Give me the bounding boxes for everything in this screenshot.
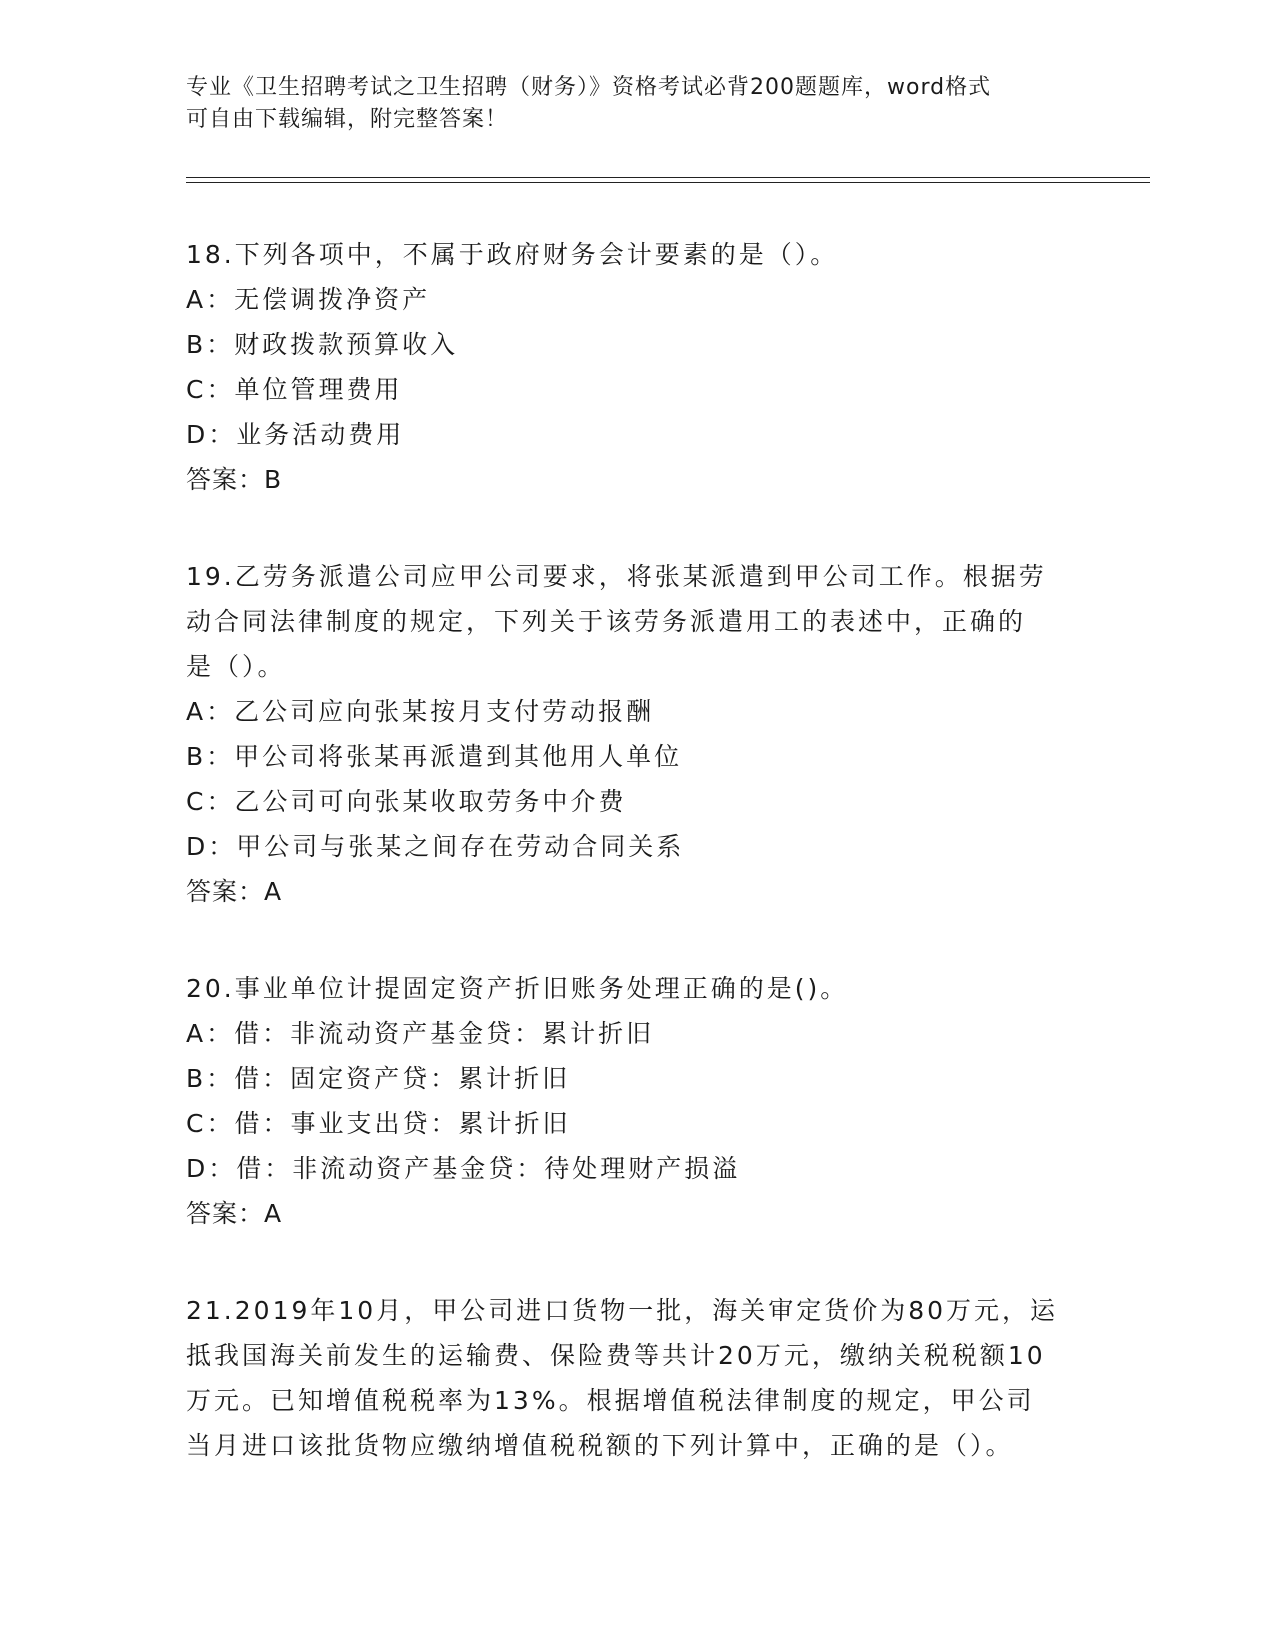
option-d: D：业务活动费用 [186,420,405,449]
option-b: B：甲公司将张某再派遣到其他用人单位 [186,742,683,771]
answer-line: 答案：A [186,877,283,906]
option-b: B：财政拨款预算收入 [186,330,459,359]
header-line-1: 专业《卫生招聘考试之卫生招聘（财务）》资格考试必背200题题库，word格式 [186,75,992,100]
question-19 [186,554,1086,914]
question-stem-line-3: 万元。已知增值税税率为13%。根据增值税法律制度的规定，甲公司 [186,1386,1035,1415]
answer-line: 答案：B [186,465,283,494]
header-divider-top [186,177,1150,178]
option-c: C：乙公司可向张某收取劳务中介费 [186,787,627,816]
question-stem-line-4: 当月进口该批货物应缴纳增值税税额的下列计算中，正确的是（）。 [186,1431,1014,1460]
option-b: B：借：固定资产贷：累计折旧 [186,1064,571,1093]
question-list [186,232,1086,1468]
question-stem-line-2: 抵我国海关前发生的运输费、保险费等共计20万元，缴纳关税税额10 [186,1341,1046,1370]
option-a: A：乙公司应向张某按月支付劳动报酬 [186,697,655,726]
option-d: D：甲公司与张某之间存在劳动合同关系 [186,832,685,861]
option-c: C：单位管理费用 [186,375,403,404]
question-20 [186,966,1086,1236]
question-18 [186,232,1086,502]
option-c: C：借：事业支出贷：累计折旧 [186,1109,571,1138]
document-header [186,72,1086,136]
question-stem-line-2: 动合同法律制度的规定，下列关于该劳务派遣用工的表述中，正确的 [186,607,1027,636]
question-stem-line-3: 是（）。 [186,652,286,681]
question-stem: 20.事业单位计提固定资产折旧账务处理正确的是()。 [186,974,849,1003]
option-a: A：无偿调拨净资产 [186,285,431,314]
question-stem: 18.下列各项中，不属于政府财务会计要素的是（）。 [186,240,839,269]
header-line-2: 可自由下载编辑，附完整答案！ [186,107,509,132]
question-stem-line-1: 21.2019年10月，甲公司进口货物一批，海关审定货价为80万元，运 [186,1296,1059,1325]
question-21 [186,1288,1086,1468]
option-a: A：借：非流动资产基金贷：累计折旧 [186,1019,655,1048]
answer-line: 答案：A [186,1199,283,1228]
header-divider-bottom [186,182,1150,183]
option-d: D：借：非流动资产基金贷：待处理财产损溢 [186,1154,741,1183]
question-stem-line-1: 19.乙劳务派遣公司应甲公司要求，将张某派遣到甲公司工作。根据劳 [186,562,1047,591]
